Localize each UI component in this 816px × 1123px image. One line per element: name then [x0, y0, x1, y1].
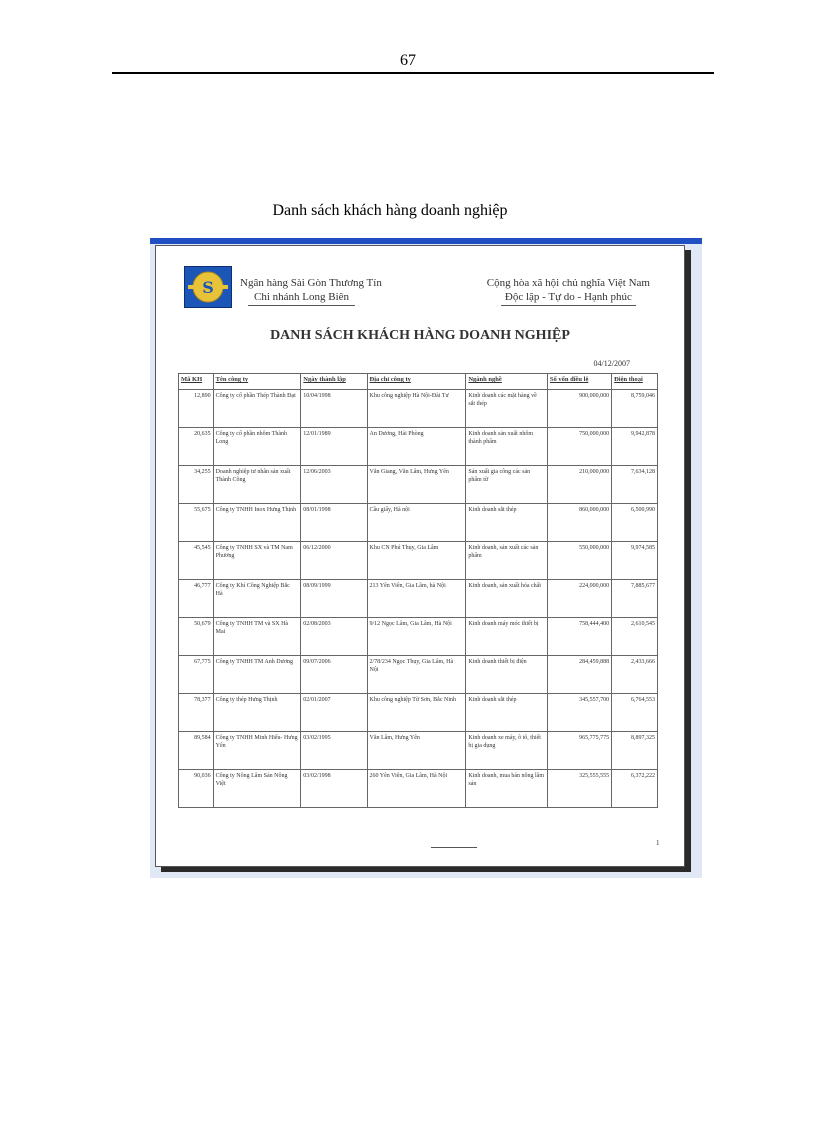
footer-line: [431, 847, 477, 848]
cell-capital: 284,459,888: [547, 656, 611, 694]
cell-founded-date: 03/02/1995: [301, 732, 367, 770]
cell-business-line: Kinh doanh, sản xuất hóa chất: [466, 580, 548, 618]
cell-capital: 750,000,000: [547, 428, 611, 466]
cell-address: Cầu giấy, Hà nội: [367, 504, 466, 542]
table-row: [179, 770, 658, 808]
national-motto: [487, 276, 650, 306]
document-title: DANH SÁCH KHÁCH HÀNG DOANH NGHIỆP: [270, 328, 570, 343]
cell-address: Khu công nghiệp Từ Sơn, Bắc Ninh: [367, 694, 466, 732]
cell-founded-date: 06/12/2000: [301, 542, 367, 580]
table-row: [179, 732, 658, 770]
cell-company-name: Công ty TNHH Inox Hưng Thịnh: [213, 504, 301, 542]
cell-address: Khu công nghiệp Hà Nội-Đài Tư: [367, 390, 466, 428]
cell-customer-id: 12,890: [179, 390, 214, 428]
table-row: [179, 504, 658, 542]
cell-customer-id: 89,584: [179, 732, 214, 770]
nation-motto: Độc lập - Tự do - Hạnh phúc: [501, 290, 636, 306]
cell-capital: 325,555,555: [547, 770, 611, 808]
cell-business-line: Kinh doanh sắt thép: [466, 504, 548, 542]
cell-founded-date: 03/02/1998: [301, 770, 367, 808]
cell-customer-id: 50,679: [179, 618, 214, 656]
customer-table: [178, 373, 658, 808]
cell-company-name: Công ty TNHH Minh Hiếu- Hưng Yên: [213, 732, 301, 770]
cell-company-name: Doanh nghiệp tư nhân sản xuất Thành Công: [213, 466, 301, 504]
table-row: [179, 580, 658, 618]
frame-accent-bar: [150, 238, 702, 244]
cell-business-line: Kinh doanh thiết bị điện: [466, 656, 548, 694]
cell-founded-date: 10/04/1998: [301, 390, 367, 428]
bank-name: Ngân hàng Sài Gòn Thương Tín: [240, 277, 382, 289]
header-address: Địa chỉ công ty: [367, 374, 466, 390]
cell-phone: 8,759,046: [612, 390, 658, 428]
cell-company-name: Công ty TNHH TM Anh Dương: [213, 656, 301, 694]
cell-founded-date: 08/01/1998: [301, 504, 367, 542]
cell-founded-date: 12/01/1989: [301, 428, 367, 466]
cell-phone: 2,433,666: [612, 656, 658, 694]
header-company-name: Tên công ty: [213, 374, 301, 390]
header-phone: Điện thoại: [612, 374, 658, 390]
cell-business-line: Kinh doanh các mặt hàng về sắt thép: [466, 390, 548, 428]
table-row: [179, 390, 658, 428]
cell-company-name: Công ty cổ phần nhôm Thành Long: [213, 428, 301, 466]
table-row: [179, 542, 658, 580]
cell-founded-date: 08/09/1999: [301, 580, 367, 618]
table-row: [179, 694, 658, 732]
table-row: [179, 656, 658, 694]
figure-caption: Danh sách khách hàng doanh nghiệp: [272, 202, 508, 219]
cell-address: Văn Lâm, Hưng Yên: [367, 732, 466, 770]
cell-founded-date: 02/01/2007: [301, 694, 367, 732]
cell-address: An Dương, Hải Phòng: [367, 428, 466, 466]
cell-capital: 860,000,000: [547, 504, 611, 542]
customer-list-sheet: [155, 245, 685, 867]
cell-company-name: Công ty Nông Lâm Sản Nông Việt: [213, 770, 301, 808]
cell-capital: 758,444,400: [547, 618, 611, 656]
cell-customer-id: 90,036: [179, 770, 214, 808]
cell-address: Văn Giang, Văn Lâm, Hưng Yên: [367, 466, 466, 504]
cell-phone: 8,897,325: [612, 732, 658, 770]
cell-company-name: Công ty cổ phần Thép Thành Đạt: [213, 390, 301, 428]
bank-header: [240, 276, 382, 306]
bank-logo-icon: [184, 266, 232, 308]
cell-customer-id: 34,255: [179, 466, 214, 504]
cell-customer-id: 78,377: [179, 694, 214, 732]
cell-company-name: Công ty thép Hưng Thịnh: [213, 694, 301, 732]
scanned-document-frame: [150, 238, 702, 878]
cell-capital: 965,775,775: [547, 732, 611, 770]
header-business-line: Ngành nghề: [466, 374, 548, 390]
cell-business-line: Kinh doanh, mua bán nông lâm sản: [466, 770, 548, 808]
nation-name: Cộng hòa xã hội chủ nghĩa Việt Nam: [486, 277, 650, 289]
cell-customer-id: 67,775: [179, 656, 214, 694]
cell-customer-id: 55,675: [179, 504, 214, 542]
cell-capital: 224,000,000: [547, 580, 611, 618]
sheet-page-number: 1: [656, 839, 660, 847]
cell-company-name: Công ty TNHH TM và SX Hà Mai: [213, 618, 301, 656]
cell-capital: 900,000,000: [547, 390, 611, 428]
cell-customer-id: 20,635: [179, 428, 214, 466]
cell-address: Khu CN Phú Thụy, Gia Lâm: [367, 542, 466, 580]
table-row: [179, 466, 658, 504]
cell-address: 2/78/234 Ngọc Thụy, Gia Lâm, Hà Nội: [367, 656, 466, 694]
cell-customer-id: 46,777: [179, 580, 214, 618]
header-founded-date: Ngày thành lập: [301, 374, 367, 390]
table-body: [179, 390, 658, 808]
table-row: [179, 428, 658, 466]
cell-business-line: Kinh doanh máy móc thiết bị: [466, 618, 548, 656]
cell-phone: 6,764,553: [612, 694, 658, 732]
cell-founded-date: 09/07/2006: [301, 656, 367, 694]
cell-business-line: Sản xuất gia công các sản phẩm từ: [466, 466, 548, 504]
cell-phone: 2,610,545: [612, 618, 658, 656]
cell-capital: 210,000,000: [547, 466, 611, 504]
cell-business-line: Kinh doanh, sản xuất các sản phẩm: [466, 542, 548, 580]
cell-address: 260 Yên Viên, Gia Lâm, Hà Nội: [367, 770, 466, 808]
cell-founded-date: 02/08/2003: [301, 618, 367, 656]
page-number: 67: [400, 52, 416, 69]
svg-text:S: S: [202, 278, 214, 297]
cell-phone: 6,500,990: [612, 504, 658, 542]
cell-company-name: Công ty TNHH SX và TM Nam Phương: [213, 542, 301, 580]
cell-founded-date: 12/06/2003: [301, 466, 367, 504]
cell-customer-id: 45,545: [179, 542, 214, 580]
cell-capital: 345,557,700: [547, 694, 611, 732]
cell-address: 9/12 Ngọc Lâm, Gia Lâm, Hà Nội: [367, 618, 466, 656]
cell-phone: 9,974,585: [612, 542, 658, 580]
cell-address: 213 Yên Viên, Gia Lâm, hà Nội: [367, 580, 466, 618]
cell-phone: 9,942,878: [612, 428, 658, 466]
header-rule: [112, 72, 714, 74]
cell-capital: 550,000,000: [547, 542, 611, 580]
cell-company-name: Công ty Khí Công Nghiệp Bắc Hà: [213, 580, 301, 618]
document-date: 04/12/2007: [593, 359, 630, 368]
table-header-row: [179, 374, 658, 390]
bank-branch: Chi nhánh Long Biên: [248, 290, 355, 306]
cell-phone: 7,634,128: [612, 466, 658, 504]
cell-business-line: Kinh doanh xe máy, ô tô, thiết bị gia dụng: [466, 732, 548, 770]
cell-phone: 6,372,222: [612, 770, 658, 808]
cell-business-line: Kinh doanh sản xuất nhôm thành phẩm: [466, 428, 548, 466]
cell-phone: 7,885,677: [612, 580, 658, 618]
header-customer-id: Mã KH: [179, 374, 214, 390]
header-capital: Số vốn điều lệ: [547, 374, 611, 390]
cell-business-line: Kinh doanh sắt thép: [466, 694, 548, 732]
table-row: [179, 618, 658, 656]
